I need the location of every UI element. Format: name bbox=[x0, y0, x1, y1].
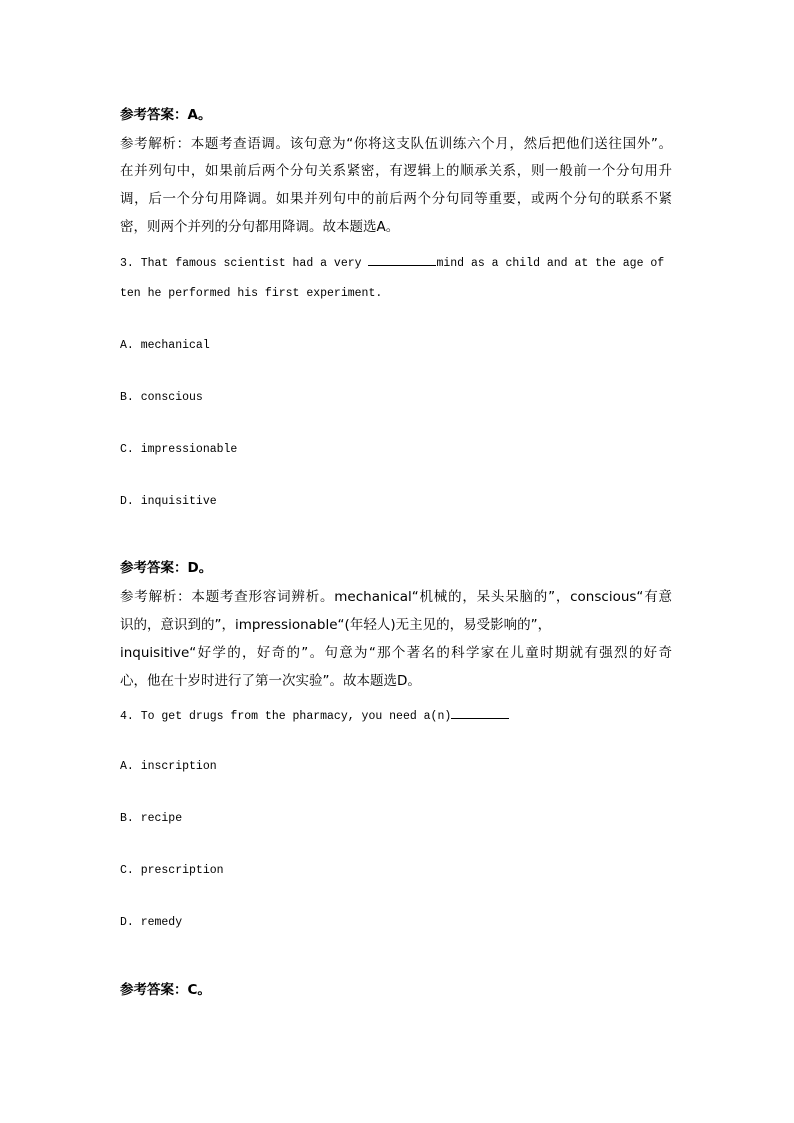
q2-analysis-line: 在并列句中，如果前后两个分句关系紧密，有逻辑上的顺承关系，则一般前一个分句用升 bbox=[120, 163, 672, 179]
q4-option: B. recipe bbox=[120, 812, 183, 825]
q4-option: C. prescription bbox=[120, 864, 224, 877]
q4-option: A. inscription bbox=[120, 760, 217, 773]
q4-stem bbox=[120, 706, 509, 726]
q2-answer: 参考答案：A。 bbox=[120, 107, 212, 123]
answer-blank bbox=[451, 706, 509, 719]
q4-stem-text: 4. To get drugs from the pharmacy, you need a(n) bbox=[120, 710, 452, 723]
q3-answer: 参考答案：D。 bbox=[120, 560, 213, 576]
q3-option: C. impressionable bbox=[120, 443, 238, 456]
q3-option: A. mechanical bbox=[120, 339, 210, 352]
q2-analysis-line: 密，则两个并列的分句都用降调。故本题选A。 bbox=[120, 219, 400, 235]
q4-answer: 参考答案：C。 bbox=[120, 982, 211, 998]
q2-analysis-line: 调，后一个分句用降调。如果并列句中的前后两个分句同等重要，或两个分句的联系不紧 bbox=[120, 191, 672, 207]
answer-blank bbox=[368, 253, 436, 266]
q4-option: D. remedy bbox=[120, 916, 183, 929]
q3-option: B. conscious bbox=[120, 391, 203, 404]
q2-analysis-line: 参考解析：本题考查语调。该句意为“你将这支队伍训练六个月，然后把他们送往国外”。 bbox=[120, 136, 672, 152]
q3-stem-text: 3. That famous scientist had a very bbox=[120, 257, 369, 270]
q3-analysis-line: 参考解析：本题考查形容词辨析。mechanical“机械的，呆头呆脑的”，conscious“有意 bbox=[120, 589, 672, 605]
q3-analysis-line: inquisitive“好学的，好奇的”。句意为“那个著名的科学家在儿童时期就有强烈的好奇 bbox=[120, 645, 672, 661]
q3-analysis-line: 心，他在十岁时进行了第一次实验”。故本题选D。 bbox=[120, 673, 421, 689]
q3-stem bbox=[120, 253, 672, 273]
q3-option: D. inquisitive bbox=[120, 495, 217, 508]
q3-analysis-line: 识的，意识到的”，impressionable“(年轻人)无主见的，易受影响的”， bbox=[120, 617, 552, 633]
q3-stem-text: mind as a child and at the age of bbox=[436, 257, 665, 270]
q3-stem-cont: ten he performed his first experiment. bbox=[120, 287, 383, 300]
